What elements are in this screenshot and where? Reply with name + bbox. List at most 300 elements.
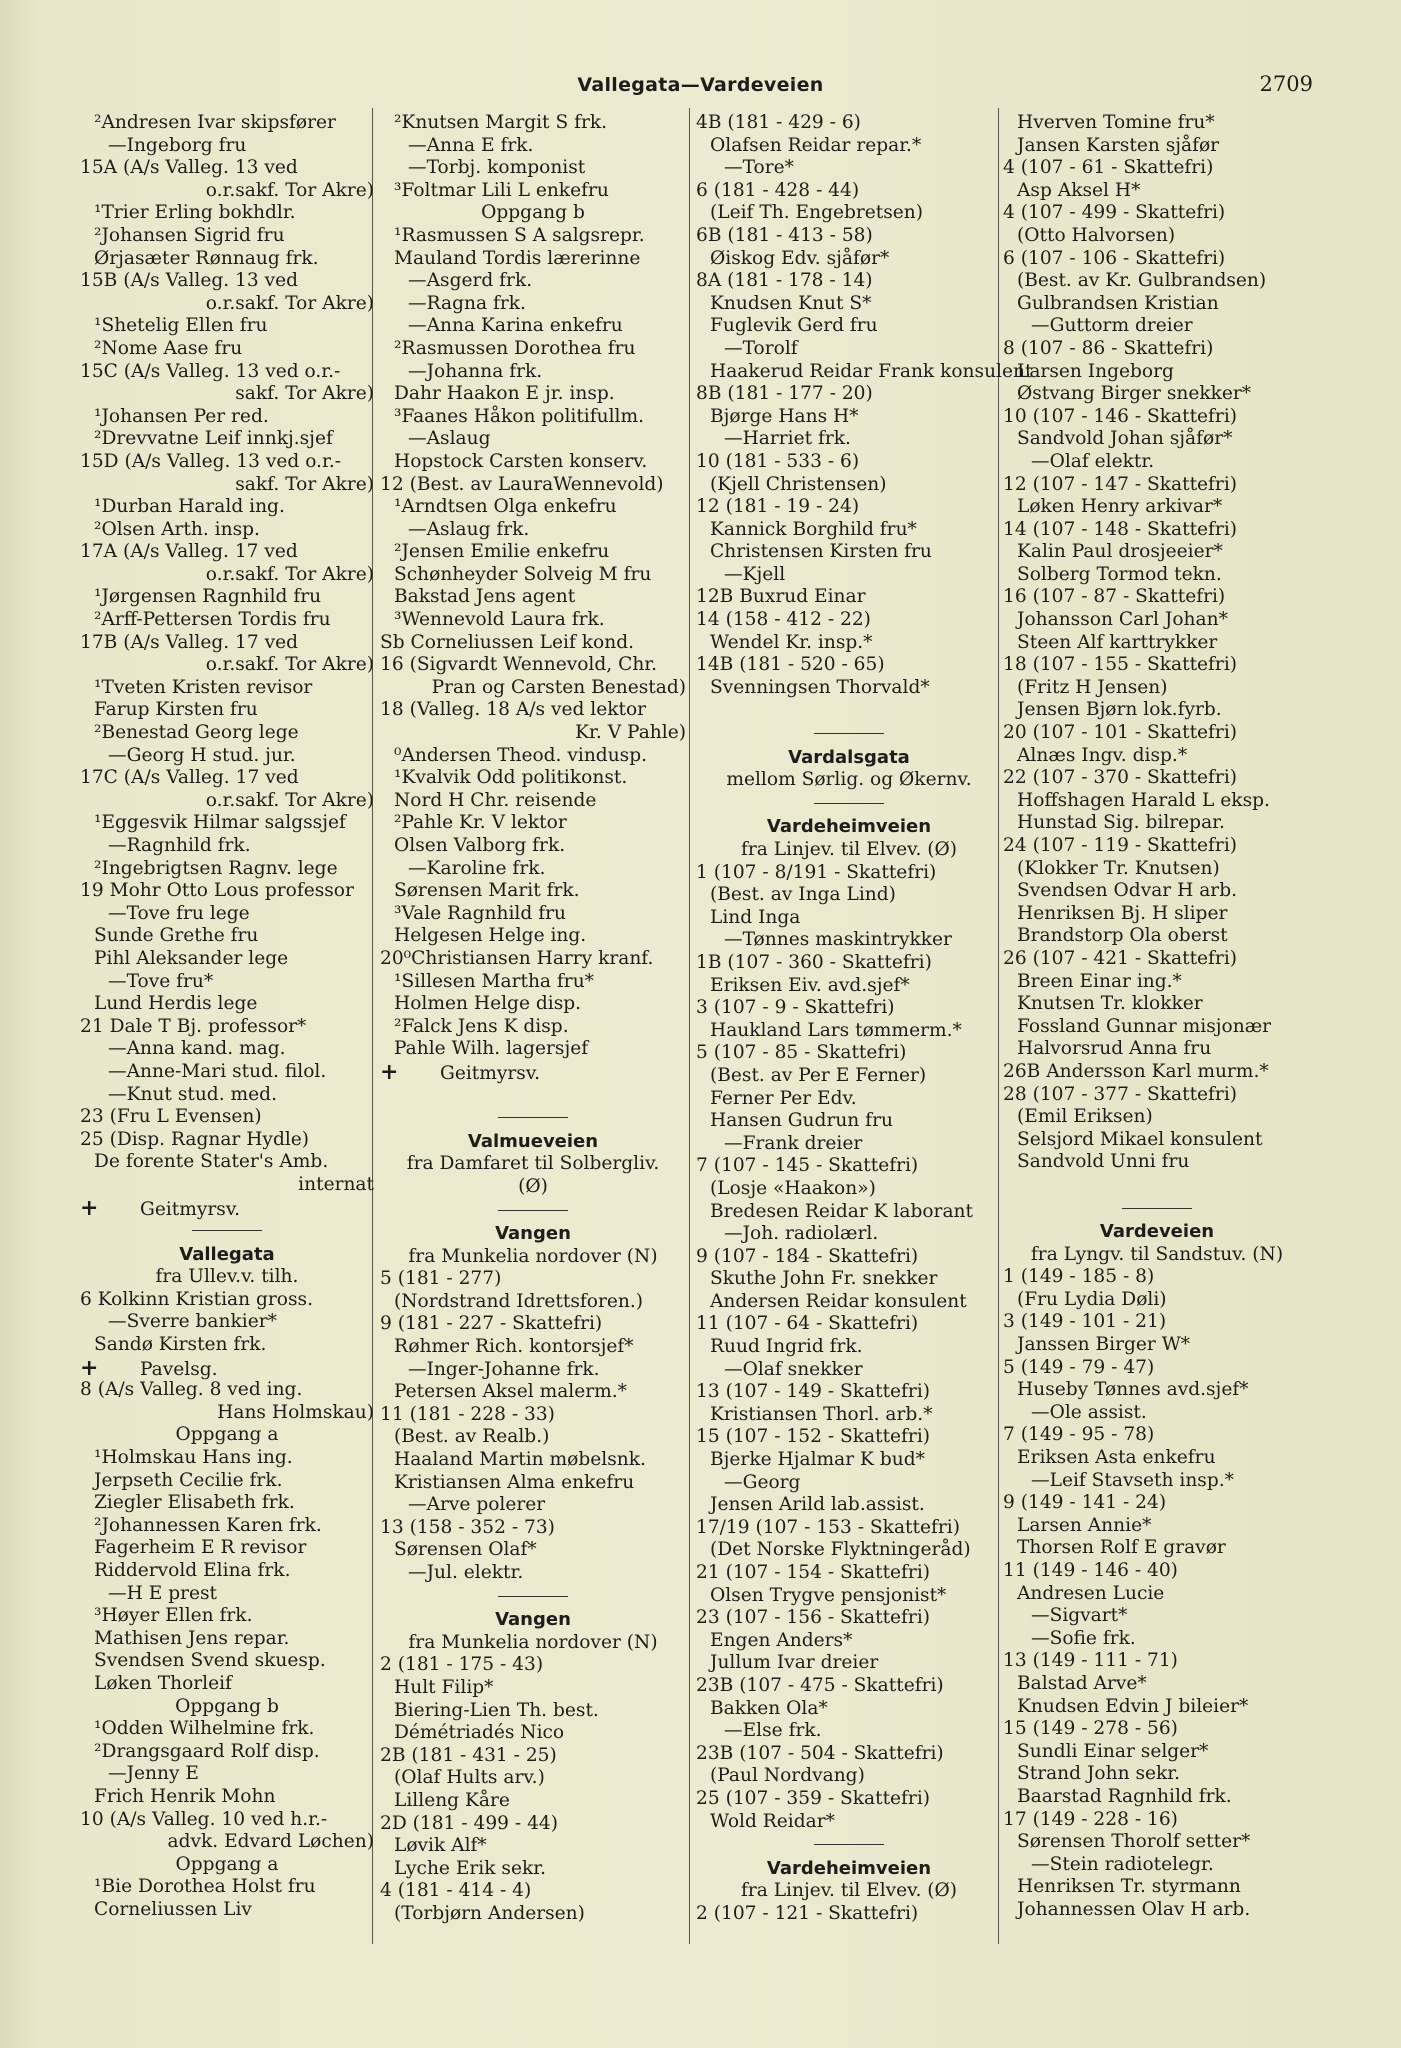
directory-entry: —Torolf	[724, 337, 798, 359]
directory-entry: (Paul Nordvang)	[710, 1765, 865, 1787]
cross-street-name: Geitmyrsv.	[440, 1062, 541, 1084]
directory-entry: ³Wennevold Laura frk.	[394, 609, 605, 631]
directory-entry: 2 (107 - 121 - Skattefri)	[696, 1902, 919, 1924]
directory-entry: ²Nome Aase fru	[94, 337, 243, 359]
directory-entry: —Torbj. komponist	[408, 157, 586, 179]
directory-entry: —Kjell	[724, 563, 786, 585]
directory-entry: 13 (107 - 149 - Skattefri)	[696, 1381, 931, 1403]
directory-entry: Steen Alf karttrykker	[1017, 631, 1218, 653]
directory-entry: ²Drevvatne Leif innkj.sjef	[94, 428, 333, 450]
directory-entry: 26B Andersson Karl murm.*	[1003, 1060, 1269, 1082]
directory-entry: —Georg	[724, 1471, 801, 1493]
directory-entry: ¹Sillesen Martha fru*	[394, 970, 594, 992]
directory-entry: fra Lyngv. til Sandstuv. (N)	[1030, 1243, 1284, 1265]
directory-entry: ¹Rasmussen S A salgsrepr.	[394, 224, 645, 246]
directory-entry: (Det Norske Flyktningeråd)	[710, 1539, 971, 1561]
directory-entry: Eriksen Eiv. avd.sjef*	[710, 974, 910, 996]
directory-entry: Selsjord Mikael konsulent	[1017, 1128, 1263, 1150]
directory-entry: Corneliussen Liv	[94, 1898, 252, 1920]
directory-entry: Fagerheim E R revisor	[94, 1537, 307, 1559]
directory-entry: Balstad Arve*	[1017, 1672, 1147, 1694]
directory-column-3	[696, 112, 1033, 1926]
directory-entry: Kristiansen Alma enkefru	[394, 1471, 635, 1493]
directory-entry: —Georg H stud. jur.	[108, 744, 296, 766]
directory-entry: (Otto Halvorsen)	[1017, 224, 1176, 246]
directory-entry: —Olaf snekker	[724, 1358, 863, 1380]
section-rule	[1003, 1197, 1311, 1220]
directory-entry: (Nordstrand Idrettsforen.)	[394, 1290, 644, 1312]
directory-entry: 7 (149 - 95 - 78)	[1003, 1424, 1155, 1446]
directory-entry: o.r.sakf. Tor Akre)	[205, 563, 374, 585]
directory-entry: Gulbrandsen Kristian	[1017, 292, 1219, 314]
street-heading: Valmueveien	[467, 1130, 599, 1152]
directory-entry: ¹Tveten Kristen revisor	[94, 676, 313, 698]
directory-entry: Hult Filip*	[394, 1676, 494, 1698]
directory-entry: —Karoline frk.	[408, 857, 546, 879]
directory-entry: 5 (149 - 79 - 47)	[1003, 1356, 1155, 1378]
directory-entry: Øiskog Edv. sjåfør*	[710, 247, 890, 269]
directory-entry: Sandø Kirsten frk.	[94, 1334, 267, 1356]
directory-entry: fra Damfaret til Solbergliv.	[406, 1153, 660, 1175]
directory-entry: o.r.sakf. Tor Akre)	[205, 654, 374, 676]
directory-entry: (Losje «Haakon»)	[710, 1177, 876, 1199]
directory-entry: ²Falck Jens K disp.	[394, 1015, 569, 1037]
directory-entry: 4B (181 - 429 - 6)	[696, 112, 861, 133]
directory-entry: (Emil Eriksen)	[1017, 1106, 1153, 1128]
directory-entry: —Stein radiotelegr.	[1031, 1853, 1214, 1875]
directory-entry: Løken Thorleif	[94, 1672, 232, 1694]
directory-entry: 12 (181 - 19 - 24)	[696, 496, 860, 518]
directory-entry: Bjerke Hjalmar K bud*	[710, 1449, 925, 1471]
directory-entry: ¹Bie Dorothea Holst fru	[94, 1876, 316, 1898]
directory-entry: Løvik Alf*	[394, 1835, 487, 1857]
directory-entry: Jerpseth Cecilie frk.	[94, 1469, 283, 1491]
directory-entry: Asp Aksel H*	[1017, 179, 1141, 201]
spacer	[696, 699, 1002, 722]
directory-entry: —Else frk.	[724, 1720, 822, 1742]
directory-entry: Mathisen Jens repar.	[94, 1627, 290, 1649]
directory-entry: 1 (149 - 185 - 8)	[1003, 1266, 1155, 1288]
directory-entry: 15B (A/s Valleg. 13 ved	[80, 270, 299, 292]
directory-entry: ³Høyer Ellen frk.	[94, 1605, 253, 1627]
directory-entry: —Sofie frk.	[1031, 1627, 1136, 1649]
directory-entry: 4 (107 - 61 - Skattefri)	[1003, 157, 1214, 179]
directory-entry: Skuthe John Fr. snekker	[710, 1268, 938, 1290]
directory-entry: —Frank dreier	[724, 1132, 863, 1154]
directory-entry: Lilleng Kåre	[394, 1789, 510, 1811]
directory-entry: Alnæs Ingv. disp.*	[1017, 744, 1188, 766]
directory-entry: ³Faanes Håkon politifullm.	[394, 405, 645, 427]
directory-entry: Farup Kirsten fru	[94, 699, 258, 721]
directory-entry: 2D (181 - 499 - 44)	[380, 1812, 559, 1834]
directory-entry: Henriksen Tr. styrmann	[1017, 1876, 1241, 1898]
directory-entry: Johannessen Olav H arb.	[1017, 1898, 1251, 1920]
directory-entry: —Johanna frk.	[408, 360, 543, 382]
directory-entry: 16 (107 - 87 - Skattefri)	[1003, 586, 1226, 608]
directory-entry: Nord H Chr. reisende	[394, 789, 597, 811]
directory-entry: Janssen Birger W*	[1017, 1334, 1191, 1356]
directory-entry: Pahle Wilh. lagersjef	[394, 1038, 589, 1060]
directory-entry: 21 (107 - 154 - Skattefri)	[696, 1562, 931, 1583]
directory-entry: Hverven Tomine fru*	[1017, 112, 1215, 133]
directory-entry: ²Johannessen Karen frk.	[94, 1514, 322, 1536]
directory-entry: Sandvold Johan sjåfør*	[1017, 428, 1233, 450]
directory-entry: Kristiansen Thorl. arb.*	[710, 1403, 933, 1425]
directory-entry: Schønheyder Solveig M fru	[394, 563, 652, 585]
spacer	[1003, 1174, 1311, 1197]
directory-entry: 15A (A/s Valleg. 13 ved	[80, 157, 298, 179]
directory-entry: Bakstad Jens agent	[394, 586, 576, 608]
directory-entry: Jensen Bjørn lok.fyrb.	[1017, 699, 1222, 721]
directory-entry: Lyche Erik sekr.	[394, 1857, 546, 1879]
directory-entry: fra Linjev. til Elvev. (Ø)	[740, 1880, 958, 1902]
cross-street-name: Pavelsg.	[140, 1358, 218, 1380]
directory-entry: Kr. V Pahle)	[575, 722, 686, 744]
section-rule	[696, 792, 1002, 815]
directory-entry: Lind Inga	[710, 906, 801, 928]
directory-entry: —Olaf elektr.	[1031, 450, 1155, 472]
directory-entry: Svenningsen Thorvald*	[710, 676, 930, 698]
directory-entry: 3 (149 - 101 - 21)	[1003, 1311, 1167, 1333]
directory-entry: Lund Herdis lege	[94, 993, 258, 1015]
directory-entry: Huseby Tønnes avd.sjef*	[1017, 1379, 1249, 1401]
directory-entry: 9 (149 - 141 - 24)	[1003, 1492, 1167, 1514]
directory-entry: advk. Edvard Løchen)	[167, 1831, 374, 1853]
directory-entry: Oppgang a	[175, 1853, 279, 1875]
directory-entry: 10 (107 - 146 - Skattefri)	[1003, 405, 1238, 427]
directory-entry: —Tønnes maskintrykker	[724, 929, 952, 951]
street-heading: Vardeheimveien	[766, 1857, 932, 1879]
directory-entry: —Inger-Johanne frk.	[408, 1358, 600, 1380]
directory-entry: Jullum Ivar dreier	[710, 1652, 879, 1674]
directory-entry: —Joh. radiolærl.	[724, 1223, 879, 1245]
directory-entry: —Anna kand. mag.	[108, 1038, 286, 1060]
directory-entry: Kalin Paul drosjeeier*	[1017, 541, 1223, 563]
street-heading: Vardeveien	[1099, 1221, 1215, 1243]
directory-entry: ¹Kvalvik Odd politikonst.	[394, 767, 628, 789]
directory-entry: 16 (Sigvardt Wennevold, Chr.	[380, 654, 658, 676]
directory-entry: 13 (158 - 352 - 73)	[380, 1516, 555, 1538]
directory-entry: 23B (107 - 504 - Skattefri)	[696, 1742, 944, 1764]
directory-entry: 6 (181 - 428 - 44)	[696, 179, 860, 201]
street-heading: Vangen	[495, 1609, 571, 1631]
directory-entry: —Harriet frk.	[724, 428, 851, 450]
directory-entry: (Olaf Hults arv.)	[394, 1767, 545, 1789]
column-divider	[689, 108, 690, 1944]
directory-entry: 20 (107 - 101 - Skattefri)	[1003, 722, 1238, 744]
directory-entry: —Jul. elektr.	[408, 1562, 524, 1583]
cross-street-entry	[80, 1354, 374, 1381]
directory-entry: 18 (Valleg. 18 A/s ved lektor	[380, 699, 647, 721]
directory-entry: 21 Dale T Bj. professor*	[80, 1015, 307, 1037]
directory-entry: (Fritz H Jensen)	[1017, 676, 1168, 698]
directory-entry: ²Ingebrigtsen Ragnv. lege	[94, 857, 338, 879]
directory-entry: fra Linjev. til Elvev. (Ø)	[740, 839, 958, 860]
directory-entry: 17/19 (107 - 153 - Skattefri)	[696, 1516, 960, 1538]
directory-entry: ²Knutsen Margit S frk.	[394, 112, 608, 133]
directory-entry: —Anna Karina enkefru	[408, 315, 623, 337]
directory-entry: —Sigvart*	[1031, 1605, 1128, 1627]
directory-entry: ¹Arndtsen Olga enkefru	[394, 496, 617, 518]
street-heading: Vallegata	[179, 1243, 275, 1265]
directory-entry: De forente Stater's Amb.	[94, 1151, 329, 1173]
directory-entry: 23B (107 - 475 - Skattefri)	[696, 1674, 944, 1696]
cross-street-entry	[380, 1058, 686, 1085]
directory-entry: 12B Buxrud Einar	[696, 586, 866, 608]
directory-entry: —Knut stud. med.	[108, 1083, 277, 1105]
directory-entry: Kannick Borghild fru*	[710, 518, 917, 540]
directory-entry: ²Benestad Georg lege	[94, 722, 299, 744]
directory-entry: Svendsen Odvar H arb.	[1017, 880, 1238, 902]
cross-street-entry	[80, 1194, 374, 1221]
directory-entry: 15 (107 - 152 - Skattefri)	[696, 1426, 931, 1448]
directory-entry: Riddervold Elina frk.	[94, 1560, 291, 1581]
directory-entry: 9 (107 - 184 - Skattefri)	[696, 1245, 919, 1267]
directory-entry: —Ole assist.	[1031, 1401, 1147, 1423]
directory-entry: —Jenny E	[108, 1763, 199, 1785]
directory-entry: —Tove fru*	[108, 970, 214, 992]
directory-entry: (Best. av Per E Ferner)	[710, 1064, 927, 1086]
directory-entry: mellom Sørlig. og Økernv.	[726, 769, 972, 791]
directory-entry: —Leif Stavseth insp.*	[1031, 1469, 1234, 1491]
directory-entry: 11 (149 - 146 - 40)	[1003, 1560, 1178, 1581]
directory-entry: ¹Holmskau Hans ing.	[94, 1447, 293, 1469]
directory-entry: —Guttorm dreier	[1031, 315, 1193, 337]
directory-entry: 8 (107 - 86 - Skattefri)	[1003, 337, 1214, 359]
directory-entry: 7 (107 - 145 - Skattefri)	[696, 1155, 919, 1177]
directory-entry: (Ø)	[518, 1175, 548, 1197]
directory-entry: Sørensen Marit frk.	[394, 880, 580, 902]
directory-entry: 6 (107 - 106 - Skattefri)	[1003, 247, 1226, 269]
directory-entry: —Ragna frk.	[408, 292, 526, 314]
directory-entry: Haaland Martin møbelsnk.	[394, 1449, 646, 1471]
directory-entry: Pihl Aleksander lege	[94, 947, 289, 969]
directory-entry: o.r.sakf. Tor Akre)	[205, 789, 374, 811]
directory-entry: Larsen Annie*	[1017, 1514, 1152, 1536]
directory-entry: Olafsen Reidar repar.*	[710, 134, 922, 156]
directory-entry: ²Arff-Pettersen Tordis fru	[94, 609, 331, 631]
directory-entry: ¹Eggesvik Hilmar salgssjef	[94, 812, 346, 834]
directory-entry: —Sverre bankier*	[108, 1311, 277, 1333]
cross-street-icon: +	[80, 1194, 99, 1221]
directory-entry: Frich Henrik Mohn	[94, 1785, 276, 1807]
directory-entry: —Ingeborg fru	[108, 134, 247, 156]
directory-entry: 14 (158 - 412 - 22)	[696, 609, 871, 631]
directory-entry: 6 Kolkinn Kristian gross.	[80, 1288, 313, 1310]
directory-entry: o.r.sakf. Tor Akre)	[205, 179, 374, 201]
directory-entry: ²Jensen Emilie enkefru	[394, 541, 610, 563]
section-rule	[380, 1585, 686, 1608]
directory-entry: 23 (107 - 156 - Skattefri)	[696, 1607, 931, 1629]
directory-entry: Oppgang b	[175, 1695, 279, 1717]
directory-entry: Løken Henry arkivar*	[1017, 496, 1223, 518]
directory-entry: ¹Trier Erling bokhdlr.	[94, 202, 296, 224]
directory-entry: Hans Holmskau)	[217, 1401, 374, 1423]
directory-entry: Wendel Kr. insp.*	[710, 631, 873, 653]
directory-entry: 26 (107 - 421 - Skattefri)	[1003, 947, 1238, 969]
directory-entry: 5 (107 - 85 - Skattefri)	[696, 1042, 907, 1064]
directory-entry: 11 (107 - 64 - Skattefri)	[696, 1313, 919, 1335]
directory-entry: Holmen Helge disp.	[394, 993, 582, 1015]
directory-entry: Fuglevik Gerd fru	[710, 315, 878, 337]
directory-entry: Petersen Aksel malerm.*	[394, 1381, 627, 1403]
directory-column-2	[380, 112, 686, 1926]
directory-entry: Hansen Gudrun fru	[710, 1110, 893, 1132]
directory-entry: Strand John sekr.	[1017, 1763, 1181, 1785]
directory-entry: 13 (149 - 111 - 71)	[1003, 1650, 1178, 1672]
directory-entry: 9 (181 - 227 - Skattefri)	[380, 1313, 603, 1335]
directory-entry: Brandstorp Ola oberst	[1017, 925, 1228, 947]
directory-entry: 14 (107 - 148 - Skattefri)	[1003, 518, 1238, 540]
page-header	[0, 74, 1401, 104]
directory-entry: —Tore*	[724, 157, 794, 179]
directory-entry: Eriksen Asta enkefru	[1017, 1447, 1216, 1469]
directory-entry: Démétriadés Nico	[394, 1722, 565, 1744]
directory-entry: Svendsen Svend skuesp.	[94, 1650, 326, 1672]
directory-column-1	[80, 112, 374, 1922]
directory-entry: 2B (181 - 431 - 25)	[380, 1744, 557, 1766]
directory-entry: Røhmer Rich. kontorsjef*	[394, 1336, 634, 1358]
directory-entry: 12 (Best. av LauraWennevold)	[380, 473, 664, 495]
directory-entry: Ferner Per Edv.	[710, 1087, 857, 1109]
directory-entry: Dahr Haakon E jr. insp.	[394, 383, 615, 405]
directory-entry: Hoffshagen Harald L eksp.	[1017, 789, 1270, 811]
directory-entry: Sb Corneliussen Leif kond.	[380, 631, 635, 653]
section-rule	[696, 1833, 1002, 1856]
directory-entry: Jansen Karsten sjåfør	[1017, 134, 1220, 156]
directory-entry: Knudsen Knut S*	[710, 292, 872, 314]
directory-entry: (Kjell Christensen)	[710, 473, 887, 495]
section-rule	[696, 722, 1002, 745]
directory-entry: Bjørge Hans H*	[710, 405, 859, 427]
directory-entry: 24 (107 - 119 - Skattefri)	[1003, 835, 1238, 856]
directory-entry: 1B (107 - 360 - Skattefri)	[696, 951, 932, 973]
directory-entry: 15C (A/s Valleg. 13 ved o.r.-	[80, 360, 341, 382]
directory-entry: ¹Odden Wilhelmine frk.	[94, 1718, 315, 1740]
directory-entry: ²Olsen Arth. insp.	[94, 518, 260, 540]
directory-entry: Solberg Tormod tekn.	[1017, 563, 1222, 585]
directory-entry: Baarstad Ragnhild frk.	[1017, 1785, 1232, 1807]
directory-entry: 22 (107 - 370 - Skattefri)	[1003, 767, 1238, 789]
directory-entry: 8A (181 - 178 - 14)	[696, 270, 873, 292]
directory-entry: 19 Mohr Otto Lous professor	[80, 880, 354, 902]
directory-entry: 20⁰Christiansen Harry kranf.	[380, 947, 654, 969]
directory-entry: Hopstock Carsten konserv.	[394, 450, 648, 472]
directory-entry: ²Pahle Kr. V lektor	[394, 812, 567, 834]
directory-entry: Wold Reidar*	[710, 1810, 835, 1832]
directory-entry: Johansson Carl Johan*	[1017, 609, 1228, 631]
directory-entry: ⁰Andersen Theod. vindusp.	[394, 744, 648, 766]
directory-entry: 11 (181 - 228 - 33)	[380, 1403, 555, 1425]
street-heading: Vardalsgata	[788, 746, 910, 768]
directory-entry: —Anne-Mari stud. filol.	[108, 1060, 327, 1082]
section-rule	[80, 1219, 374, 1242]
directory-entry: Andersen Reidar konsulent	[710, 1290, 967, 1312]
directory-entry: 6B (181 - 413 - 58)	[696, 224, 873, 246]
directory-entry: 8 (A/s Valleg. 8 ved ing.	[80, 1379, 303, 1401]
directory-entry: Sandvold Unni fru	[1017, 1151, 1190, 1173]
directory-entry: 25 (Disp. Ragnar Hydle)	[80, 1128, 310, 1150]
directory-entry: (Best. av Inga Lind)	[710, 884, 896, 906]
directory-entry: —Aslaug frk.	[408, 518, 530, 540]
directory-entry: 15 (149 - 278 - 56)	[1003, 1718, 1178, 1740]
directory-entry: Ørjasæter Rønnaug frk.	[94, 247, 319, 269]
directory-entry: Sundli Einar selger*	[1017, 1740, 1209, 1762]
directory-entry: —Ragnhild frk.	[108, 835, 251, 856]
directory-entry: ¹Shetelig Ellen fru	[94, 315, 268, 337]
directory-entry: ²Drangsgaard Rolf disp.	[94, 1740, 320, 1762]
directory-entry: —Arve polerer	[408, 1494, 546, 1516]
directory-entry: Olsen Trygve pensjonist*	[710, 1584, 947, 1606]
directory-entry: Ziegler Elisabeth frk.	[94, 1492, 295, 1514]
directory-entry: Jensen Arild lab.assist.	[710, 1494, 925, 1516]
directory-entry: Sørensen Thorolf setter*	[1017, 1831, 1251, 1853]
directory-entry: 18 (107 - 155 - Skattefri)	[1003, 654, 1238, 676]
directory-entry: 12 (107 - 147 - Skattefri)	[1003, 473, 1238, 495]
directory-entry: Andresen Lucie	[1017, 1582, 1165, 1604]
directory-entry: ²Rasmussen Dorothea fru	[394, 337, 636, 359]
directory-entry: Bredesen Reidar K laborant	[710, 1200, 973, 1222]
street-heading: Vangen	[495, 1223, 571, 1245]
directory-entry: (Leif Th. Engebretsen)	[710, 202, 924, 224]
directory-entry: Thorsen Rolf E gravør	[1017, 1537, 1226, 1559]
directory-entry: 4 (107 - 499 - Skattefri)	[1003, 202, 1226, 224]
directory-entry: Breen Einar ing.*	[1017, 970, 1182, 992]
directory-entry: ²Andresen Ivar skipsfører	[94, 112, 336, 133]
street-heading: Vardeheimveien	[766, 816, 932, 838]
directory-entry: —H E prest	[108, 1582, 218, 1604]
directory-entry: —Anna E frk.	[408, 134, 534, 156]
directory-entry: 10 (A/s Valleg. 10 ved h.r.-	[80, 1808, 328, 1830]
directory-entry: Christensen Kirsten fru	[710, 541, 932, 563]
directory-entry: sakf. Tor Akre)	[235, 383, 374, 405]
directory-entry: Knutsen Tr. klokker	[1017, 993, 1203, 1015]
directory-entry: (Best. av Realb.)	[394, 1426, 550, 1448]
directory-entry: Halvorsrud Anna fru	[1017, 1038, 1212, 1060]
directory-entry: 3 (107 - 9 - Skattefri)	[696, 997, 895, 1019]
directory-entry: ³Vale Ragnhild fru	[394, 902, 566, 924]
cross-street-name: Geitmyrsv.	[140, 1198, 241, 1220]
directory-entry: fra Munkelia nordover (N)	[408, 1631, 658, 1653]
directory-entry: (Fru Lydia Døli)	[1017, 1288, 1167, 1310]
directory-entry: 1 (107 - 8/191 - Skattefri)	[696, 861, 937, 883]
directory-entry: Østvang Birger snekker*	[1017, 383, 1252, 405]
directory-entry: (Klokker Tr. Knutsen)	[1017, 857, 1220, 879]
directory-entry: Sørensen Olaf*	[394, 1539, 537, 1561]
directory-entry: Sunde Grethe fru	[94, 925, 259, 947]
directory-entry: Bakken Ola*	[710, 1697, 828, 1719]
section-rule	[380, 1199, 686, 1222]
spacer	[380, 1084, 686, 1107]
directory-entry: 17A (A/s Valleg. 17 ved	[80, 541, 298, 563]
directory-entry: —Aslaug	[408, 428, 491, 450]
directory-entry: 10 (181 - 533 - 6)	[696, 450, 860, 472]
directory-entry: 4 (181 - 414 - 4)	[380, 1880, 532, 1902]
directory-entry: 14B (181 - 520 - 65)	[696, 654, 885, 676]
running-title: Vallegata—Vardeveien	[577, 74, 824, 96]
directory-entry: Haukland Lars tømmerm.*	[710, 1019, 962, 1041]
directory-entry: 2 (181 - 175 - 43)	[380, 1654, 544, 1676]
directory-entry: Engen Anders*	[710, 1629, 853, 1651]
directory-entry: 17B (A/s Valleg. 17 ved	[80, 631, 299, 653]
cross-street-icon: +	[380, 1058, 399, 1085]
directory-entry: fra Munkelia nordover (N)	[408, 1245, 658, 1267]
directory-entry: Oppgang b	[481, 202, 585, 224]
directory-entry: 8B (181 - 177 - 20)	[696, 383, 873, 405]
directory-entry: Oppgang a	[175, 1424, 279, 1446]
directory-entry: Larsen Ingeborg	[1017, 360, 1174, 382]
directory-entry: ¹Johansen Per red.	[94, 405, 269, 427]
